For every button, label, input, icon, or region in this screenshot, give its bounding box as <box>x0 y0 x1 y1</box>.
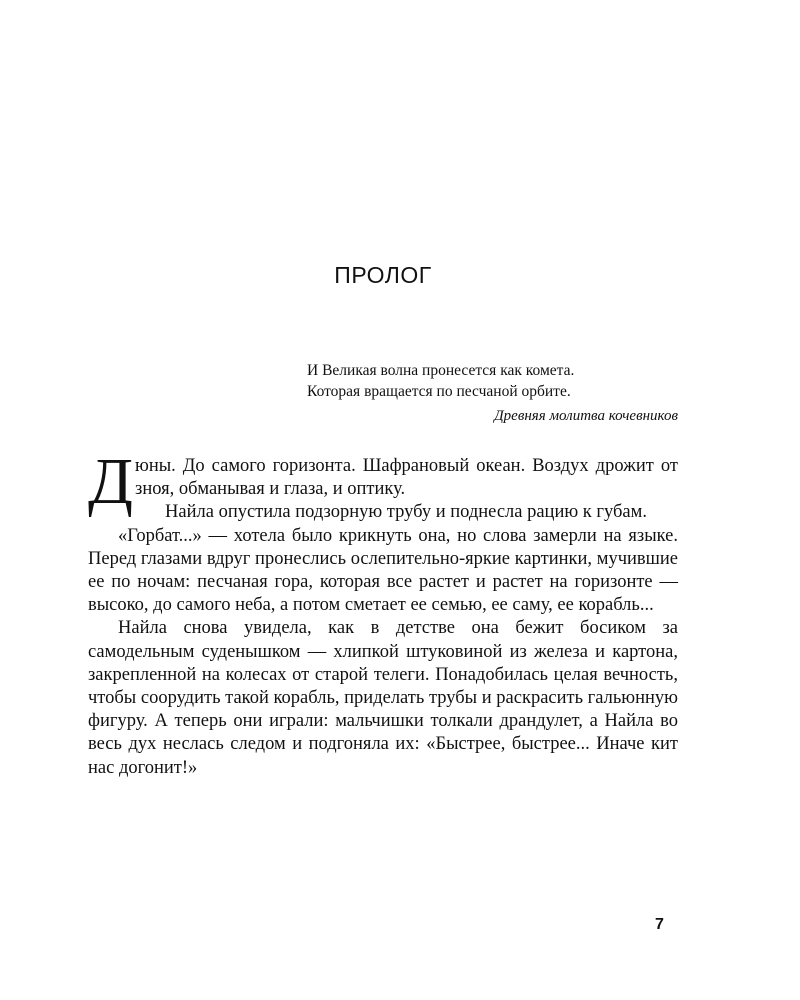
paragraph-2: Найла опустила подзорную трубу и поднесла рацию к губам. <box>165 502 647 523</box>
epigraph-line-1: И Великая волна пронесется как комета. <box>307 362 575 379</box>
epigraph-line-2: Которая вращается по песчаной орбите. <box>307 383 571 400</box>
paragraph-1-text: юны. До самого горизонта. Шафрановый океан. Воздух дрожит от зноя, обманывая и глаза, и оптику. <box>135 456 678 500</box>
drop-cap: Д <box>88 445 134 518</box>
paragraph-4: Найла снова увидела, как в детстве она бежит босиком за самодельным суденышком — хлипкой штуковиной из железа и картона, закрепленной на колесах от старой телеги. Понадобилась целая вечность, чтобы соорудить такой корабль, приделать трубы и раскрасить гальюнную фигуру. А теперь они играли: мальчишки толкали драндулет, а Найла во весь дух неслась следом и подгоняла их: «Быстрее, быстрее... Иначе кит нас догонит!» <box>88 618 678 778</box>
chapter-title: ПРОЛОГ <box>334 262 432 288</box>
body-text <box>88 445 678 780</box>
paragraph-3: «Горбат...» — хотела было крикнуть она, но слова замерли на языке. Перед глазами вдруг пронеслись ослепительно-яркие картинки, мучившие ее по ночам: песчаная гора, которая все растет и растет на горизонте — высоко, до самого неба, а потом сметает ее семью, ее саму, ее корабль... <box>88 525 678 616</box>
page-number: 7 <box>655 916 664 933</box>
epigraph-attribution: Древняя молитва кочевников <box>494 408 678 424</box>
epigraph <box>300 360 678 427</box>
